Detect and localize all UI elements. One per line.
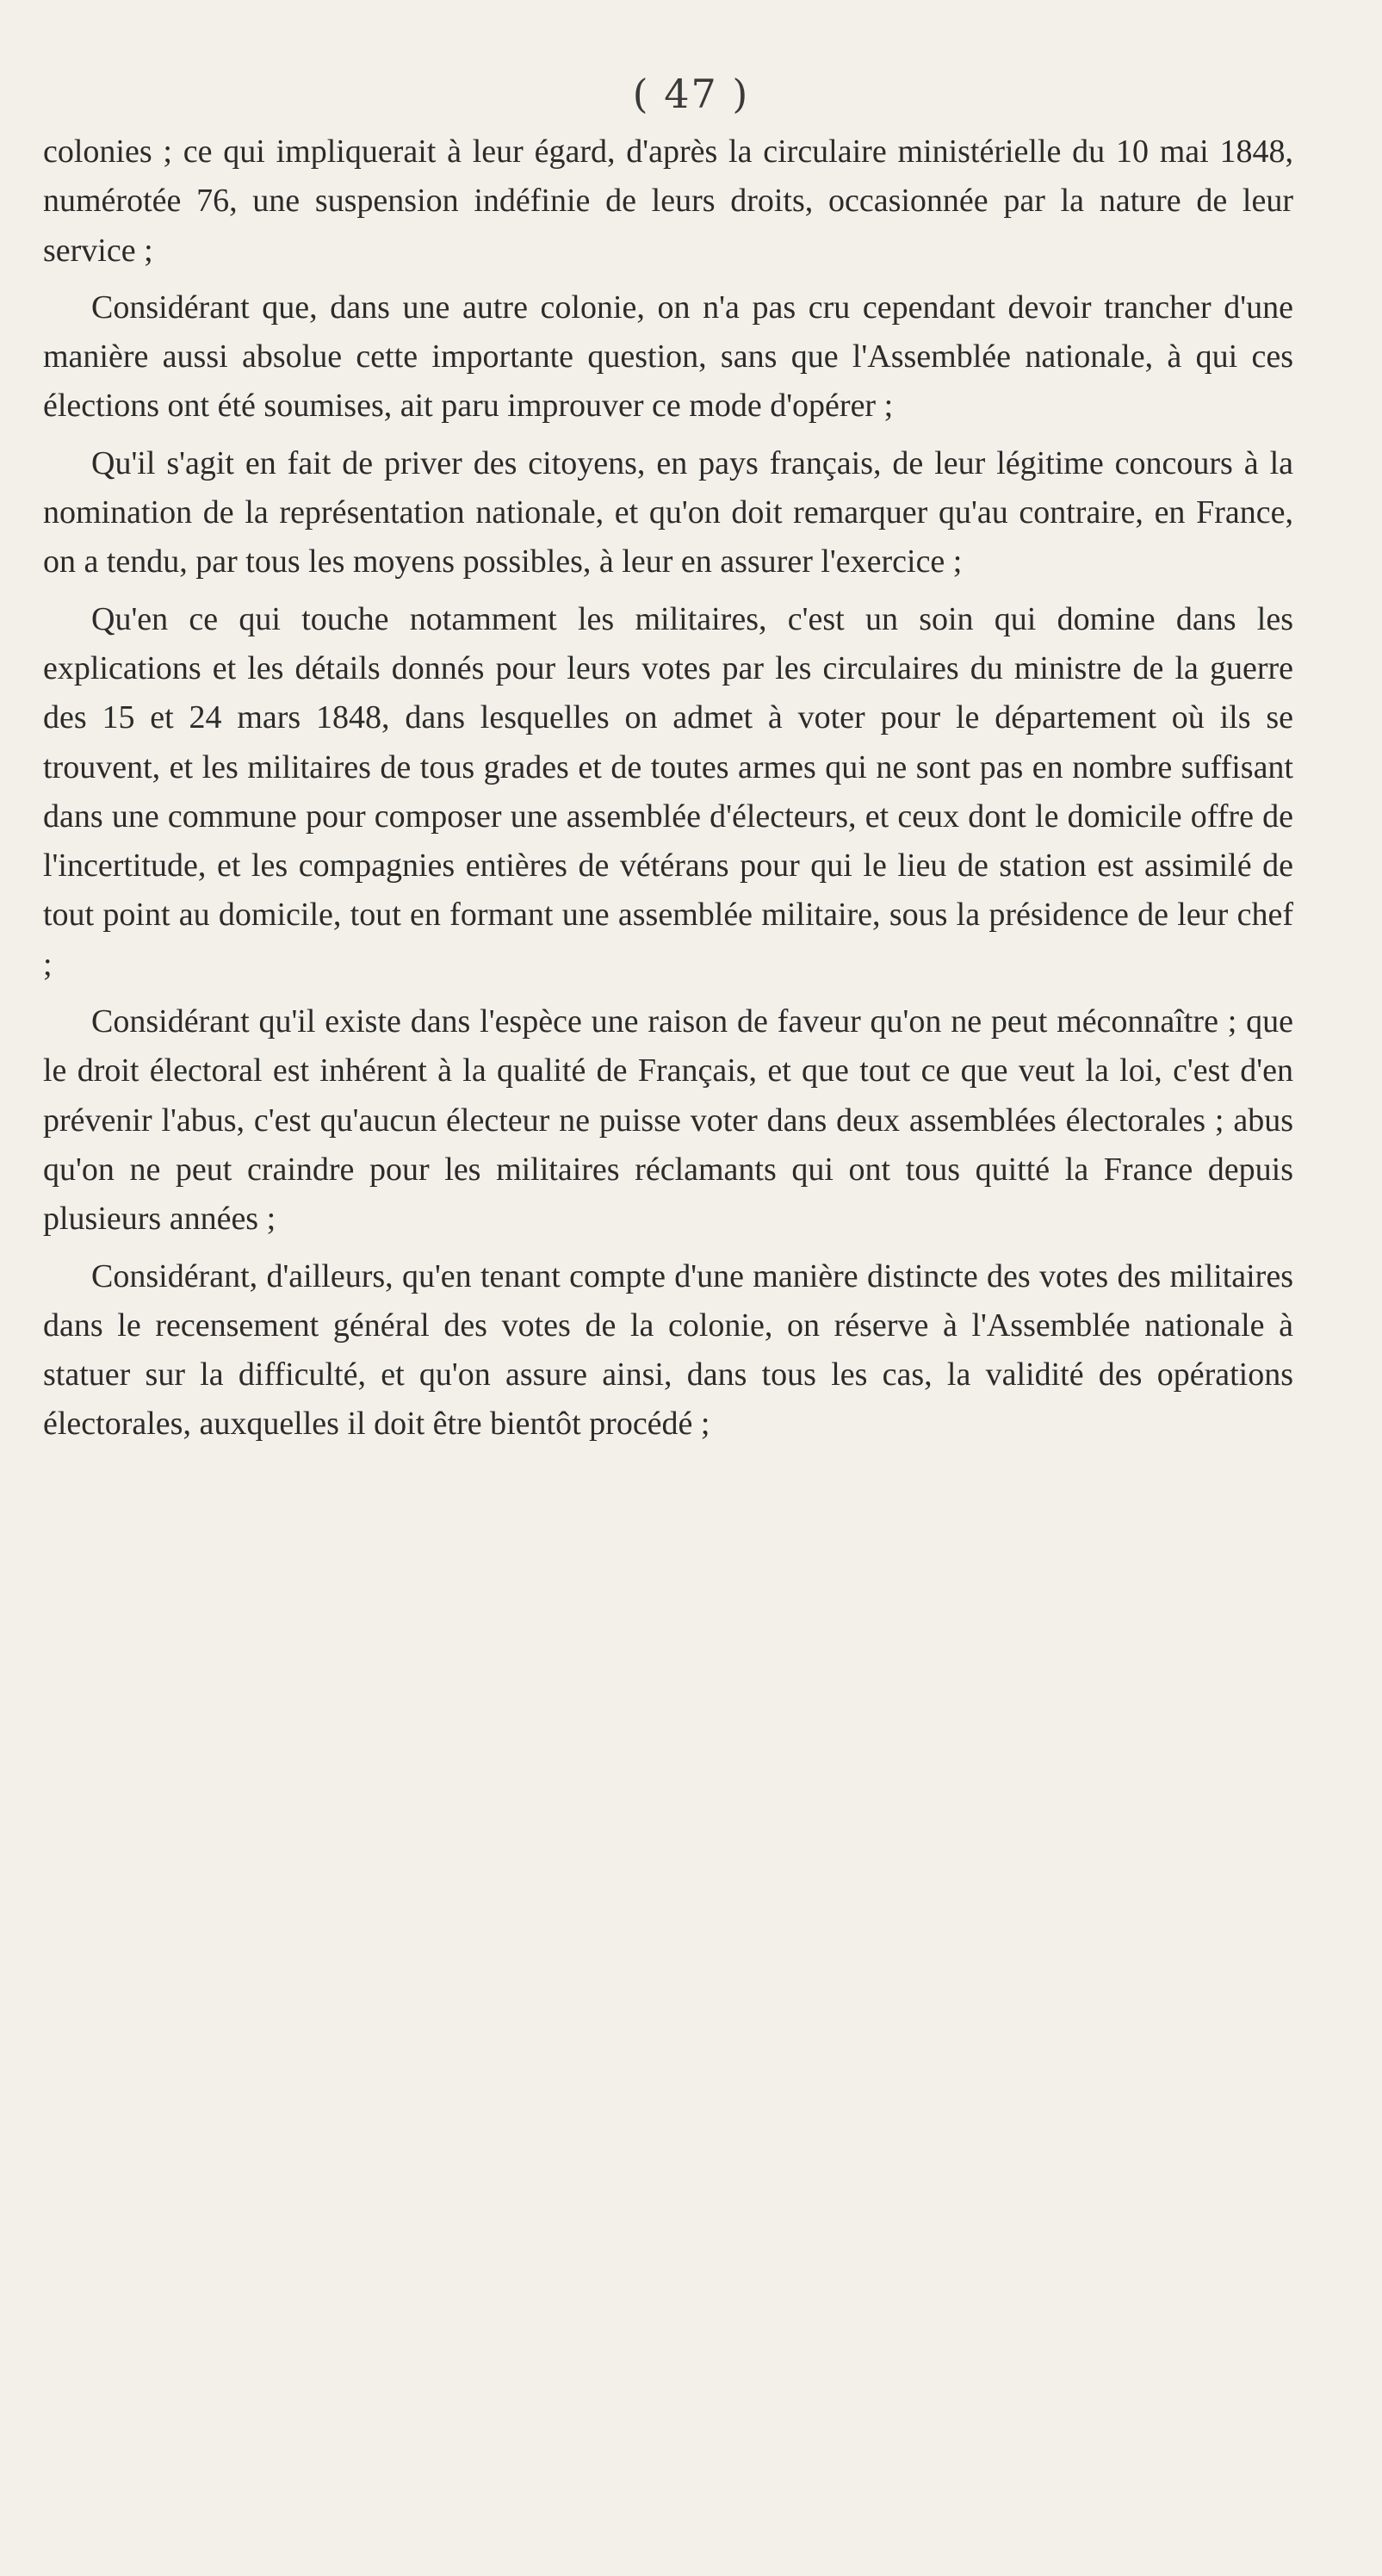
- paragraph-militaires: Qu'en ce qui touche notamment les militaires, c'est un soin qui domine dans les explications et les détails donnés pour leurs votes par les circulaires du ministre de la guerre des 15 et 24 mars 1848, dans lesquelles on admet à voter pour le département où ils se trouvent, et les militaires de tous grades et de toutes armes qui ne sont pas en nombre suffisant dans une commune pour composer une assemblée d'électeurs, et ceux dont le domicile offre de l'incertitude, et les compagnies entières de vétérans pour qui le lieu de station est assimilé de tout point au domicile, tout en formant une assemblée militaire, sous la présidence de leur chef ;: [43, 600, 1293, 983]
- page-number: ( 47 ): [632, 71, 750, 117]
- paragraph-considerant-votes: Considérant, d'ailleurs, qu'en tenant compte d'une manière distincte des votes des militaires dans le recensement général des votes de la colonie, on réserve à l'Assemblée nationale à statuer sur la difficulté, et qu'on assure ainsi, dans tous les cas, la validité des opérations électorales, auxquelles il doit être bientôt procédé ;: [43, 1257, 1293, 1443]
- body-text: [43, 127, 1293, 1449]
- paragraph-priver-citoyens: Qu'il s'agit en fait de priver des citoyens, en pays français, de leur légitime concours à la nomination de la représentation nationale, et qu'on doit remarquer qu'au contraire, en France, on a tendu, par tous les moyens possibles, à leur en assurer l'exercice ;: [43, 444, 1293, 580]
- paragraph-considerant-faveur: Considérant qu'il existe dans l'espèce une raison de faveur qu'on ne peut méconnaître ; que le droit électoral est inhérent à la qualité de Français, et que tout ce que veut la loi, c'est d'en prévenir l'abus, c'est qu'aucun électeur ne puisse voter dans deux assemblées électorales ; abus qu'on ne peut craindre pour les militaires réclamants qui ont tous quitté la France depuis plusieurs années ;: [43, 1003, 1293, 1238]
- paragraph-considerant-colonie: Considérant que, dans une autre colonie, on n'a pas cru cependant devoir trancher d'une manière aussi absolue cette importante question, sans que l'Assemblée nationale, à qui ces élections ont été soumises, ait paru improuver ce mode d'opérer ;: [43, 289, 1293, 425]
- paragraph-continuation: colonies ; ce qui impliquerait à leur égard, d'après la circulaire ministérielle du 10 mai 1848, numérotée 76, une suspension indéfinie de leurs droits, occasionnée par la nature de leur service ;: [43, 133, 1293, 269]
